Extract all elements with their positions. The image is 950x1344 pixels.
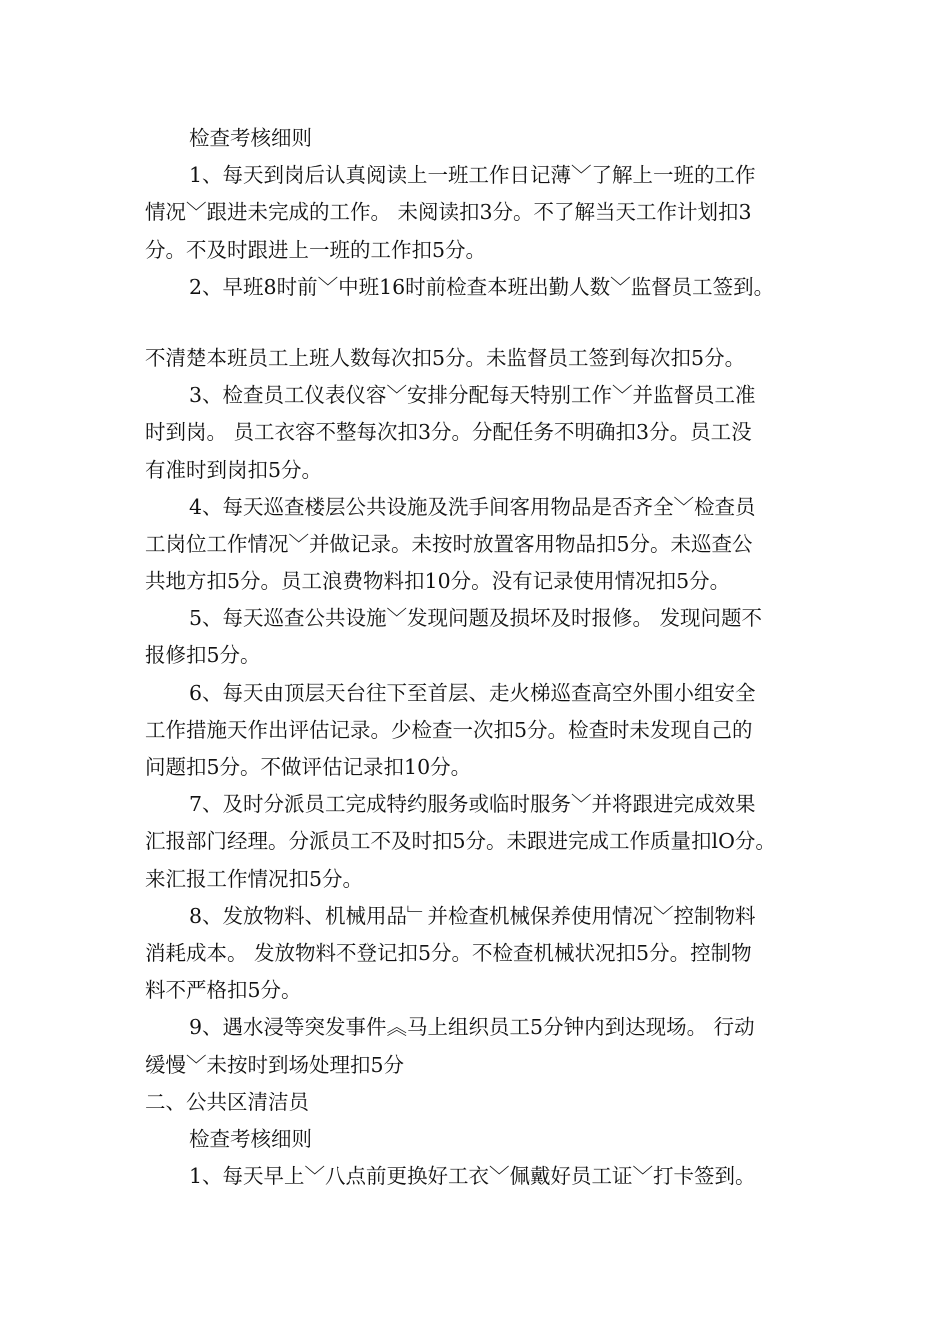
paragraph-line: 来汇报工作情况扣5分。 [145,866,364,891]
paragraph-line: 工岗位工作情况﹀并做记录。未按时放置客用物品扣5分。未巡查公 [145,531,753,556]
paragraph-line: 缓慢﹀未按时到场处理扣5分 [145,1052,405,1077]
paragraph-line: 8、发放物料、机械用品﹂并检查机械保养使用情况﹀控制物料 [189,903,756,928]
paragraph-line: 9、遇水浸等突发事件︽马上组织员工5分钟内到达现场。 行动 [189,1015,755,1040]
paragraph-line: 工作措施天作出评估记录。少检查一次扣5分。检查时未发现自己的 [145,717,753,742]
paragraph-line: 报修扣5分。 [145,643,261,668]
paragraph-line: 汇报部门经理。分派员工不及时扣5分。未跟进完成工作质量扣lO分。 [145,829,776,854]
paragraph-line: 有准时到岗扣5分。 [145,457,323,482]
paragraph-line: 4、每天巡查楼层公共设施及洗手间客用物品是否齐全﹀检查员 [189,494,756,519]
paragraph-line: 2、早班8时前﹀中班16时前检查本班出勤人数﹀监督员工签到。 [189,274,775,299]
paragraph-line: 共地方扣5分。员工浪费物料扣10分。没有记录使用情况扣5分。 [145,569,731,594]
paragraph-line: 1、每天早上﹀八点前更换好工衣﹀佩戴好员工证﹀打卡签到。 [189,1164,756,1189]
paragraph-line: 7、及时分派员工完成特约服务或临时服务﹀并将跟进完成效果 [189,792,756,817]
paragraph-line: 问题扣5分。不做评估记录扣10分。 [145,755,472,779]
paragraph-line: 时到岗。 员工衣容不整每次扣3分。分配任务不明确扣3分。员工没 [145,420,752,445]
paragraph-line: 5、每天巡查公共设施﹀发现问题及损坏及时报修。 发现问题不 [189,606,763,631]
document-body [145,120,815,1195]
section-heading: 检查考核细则 [189,126,312,150]
paragraph-line: 情况﹀跟进未完成的工作。 未阅读扣3分。不了解当天工作计划扣3 [145,200,752,225]
paragraph-line: 6、每天由顶层天台往下至首层、走火梯巡查高空外围小组安全 [189,680,756,705]
paragraph-line: 3、检查员工仪表仪容﹀安排分配每天特别工作﹀并监督员工准 [189,383,756,408]
paragraph-line: 消耗成本。 发放物料不登记扣5分。不检查机械状况扣5分。控制物 [145,940,752,965]
paragraph-line: 料不严格扣5分。 [145,978,302,1003]
paragraph-line: 不清楚本班员工上班人数每次扣5分。未监督员工签到每次扣5分。 [145,345,746,370]
section-title: 二、公共区清洁员 [145,1089,309,1114]
paragraph-line: 分。不及时跟进上一班的工作扣5分。 [145,237,487,262]
paragraph-gap [145,306,815,340]
paragraph-line: 1、每天到岗后认真阅读上一班工作日记薄﹀了解上一班的工作 [189,163,756,188]
section-heading: 检查考核细则 [189,1126,312,1151]
